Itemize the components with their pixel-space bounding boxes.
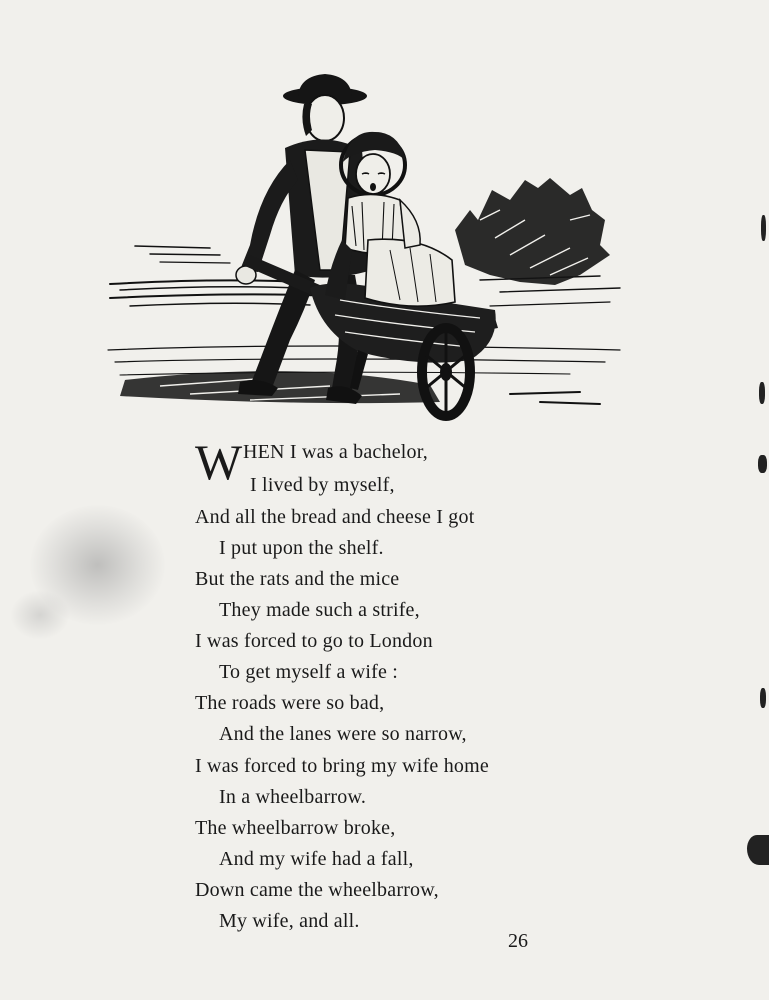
poem-line: I was forced to bring my wife home xyxy=(195,755,489,777)
poem-line: I put upon the shelf. xyxy=(219,537,384,559)
page-number: 26 xyxy=(508,930,528,952)
poem-line: My wife, and all. xyxy=(219,910,360,932)
edge-mark xyxy=(760,688,766,708)
poem-line: I lived by myself, xyxy=(250,474,395,496)
poem-line: The wheelbarrow broke, xyxy=(195,817,396,839)
edge-mark xyxy=(761,215,766,241)
edge-mark xyxy=(747,835,769,865)
poem-line: And the lanes were so narrow, xyxy=(219,723,467,745)
poem-line: HEN I was a bachelor, xyxy=(243,441,428,463)
edge-mark xyxy=(758,455,767,473)
poem-line: And all the bread and cheese I got xyxy=(195,506,475,528)
poem-line: To get myself a wife : xyxy=(219,661,399,683)
wheelbarrow-engraving xyxy=(100,70,630,430)
poem-line: In a wheelbarrow. xyxy=(219,786,367,808)
poem-line: But the rats and the mice xyxy=(195,568,400,590)
edge-mark xyxy=(759,382,765,404)
poem-line: I was forced to go to London xyxy=(195,630,433,652)
poem-line: The roads were so bad, xyxy=(195,692,385,714)
poem-line: They made such a strife, xyxy=(219,599,420,621)
paper-stain xyxy=(10,590,70,640)
drop-cap: W xyxy=(195,434,243,490)
poem-line: Down came the wheelbarrow, xyxy=(195,879,439,901)
poem-line: And my wife had a fall, xyxy=(219,848,414,870)
